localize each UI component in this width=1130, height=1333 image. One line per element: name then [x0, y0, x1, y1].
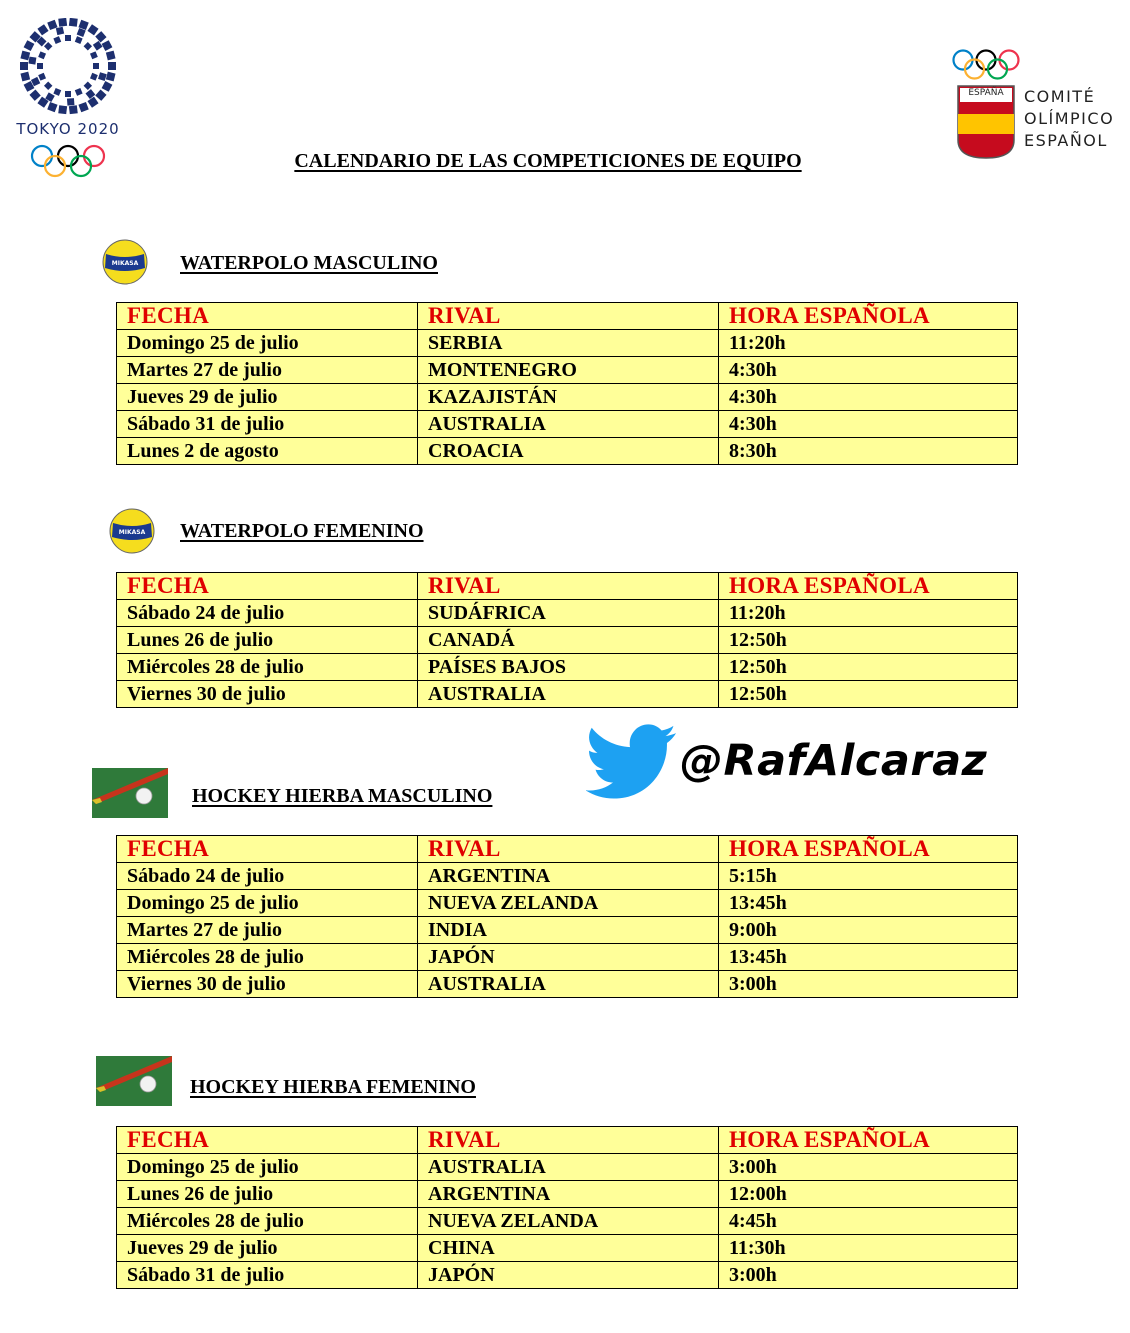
- time-cell: 11:20h: [719, 330, 1018, 357]
- twitter-bird-icon: [586, 724, 678, 800]
- rival-cell: ARGENTINA: [418, 1181, 719, 1208]
- header-time: HORA ESPAÑOLA: [719, 1127, 1018, 1154]
- date-cell: Domingo 25 de julio: [117, 330, 418, 357]
- time-cell: 13:45h: [719, 944, 1018, 971]
- time-cell: 9:00h: [719, 917, 1018, 944]
- time-cell: 3:00h: [719, 1262, 1018, 1289]
- rival-cell: ARGENTINA: [418, 863, 719, 890]
- table-row: [117, 654, 1018, 681]
- section-icon-3: [92, 768, 168, 823]
- table-row: [117, 330, 1018, 357]
- date-cell: Miércoles 28 de julio: [117, 944, 418, 971]
- time-cell: 5:15h: [719, 863, 1018, 890]
- rival-cell: CROACIA: [418, 438, 719, 465]
- rival-cell: CANADÁ: [418, 627, 719, 654]
- header-time: HORA ESPAÑOLA: [719, 303, 1018, 330]
- time-cell: 12:50h: [719, 681, 1018, 708]
- header-date: FECHA: [117, 1127, 418, 1154]
- rival-cell: SERBIA: [418, 330, 719, 357]
- header-rival: RIVAL: [418, 573, 719, 600]
- date-cell: Jueves 29 de julio: [117, 384, 418, 411]
- time-cell: 4:30h: [719, 384, 1018, 411]
- time-cell: 11:30h: [719, 1235, 1018, 1262]
- time-cell: 12:50h: [719, 654, 1018, 681]
- date-cell: Sábado 31 de julio: [117, 411, 418, 438]
- date-cell: Viernes 30 de julio: [117, 681, 418, 708]
- schedule-table-3: [116, 835, 1018, 998]
- time-cell: 3:00h: [719, 971, 1018, 998]
- section-icon-2: [108, 507, 156, 560]
- rival-cell: MONTENEGRO: [418, 357, 719, 384]
- date-cell: Viernes 30 de julio: [117, 971, 418, 998]
- tokyo-text: TOKYO 2020: [16, 120, 120, 138]
- header-rival: RIVAL: [418, 303, 719, 330]
- section-title-3: HOCKEY HIERBA MASCULINO: [192, 785, 493, 807]
- rival-cell: JAPÓN: [418, 944, 719, 971]
- olympic-rings-icon: [952, 48, 1020, 82]
- date-cell: Miércoles 28 de julio: [117, 654, 418, 681]
- time-cell: 11:20h: [719, 600, 1018, 627]
- header-date: FECHA: [117, 303, 418, 330]
- table-row: [117, 1235, 1018, 1262]
- date-cell: Domingo 25 de julio: [117, 1154, 418, 1181]
- coe-line-3: ESPAÑOL: [1024, 131, 1108, 150]
- rival-cell: KAZAJISTÁN: [418, 384, 719, 411]
- table-row: [117, 681, 1018, 708]
- table-row: [117, 1262, 1018, 1289]
- date-cell: Miércoles 28 de julio: [117, 1208, 418, 1235]
- table-row: [117, 1208, 1018, 1235]
- rival-cell: CHINA: [418, 1235, 719, 1262]
- shield-label: ESPAÑA: [968, 88, 1004, 98]
- coe-line-1: COMITÉ: [1024, 87, 1096, 106]
- date-cell: Martes 27 de julio: [117, 917, 418, 944]
- header-time: HORA ESPAÑOLA: [719, 836, 1018, 863]
- table-header-row: [117, 573, 1018, 600]
- section-title-1: WATERPOLO MASCULINO: [180, 252, 438, 274]
- date-cell: Domingo 25 de julio: [117, 890, 418, 917]
- rival-cell: AUSTRALIA: [418, 411, 719, 438]
- table-header-row: [117, 836, 1018, 863]
- rival-cell: NUEVA ZELANDA: [418, 890, 719, 917]
- date-cell: Martes 27 de julio: [117, 357, 418, 384]
- schedule-table-2: [116, 572, 1018, 708]
- hockey-stick-ball-icon: [92, 768, 168, 818]
- date-cell: Sábado 24 de julio: [117, 600, 418, 627]
- time-cell: 4:30h: [719, 357, 1018, 384]
- time-cell: 8:30h: [719, 438, 1018, 465]
- time-cell: 12:00h: [719, 1181, 1018, 1208]
- schedule-table-1: [116, 302, 1018, 465]
- table-row: [117, 438, 1018, 465]
- table-header-row: [117, 1127, 1018, 1154]
- time-cell: 12:50h: [719, 627, 1018, 654]
- twitter-handle: @RafAlcaraz: [680, 736, 988, 786]
- table-row: [117, 917, 1018, 944]
- section-icon-1: [101, 238, 149, 291]
- table-row: [117, 411, 1018, 438]
- rival-cell: PAÍSES BAJOS: [418, 654, 719, 681]
- ball-brand: MIKASA: [111, 260, 139, 267]
- table-row: [117, 357, 1018, 384]
- date-cell: Sábado 31 de julio: [117, 1262, 418, 1289]
- twitter-icon: [586, 724, 678, 805]
- rival-cell: SUDÁFRICA: [418, 600, 719, 627]
- tokyo-emblem-icon: [14, 18, 122, 118]
- header-time: HORA ESPAÑOLA: [719, 573, 1018, 600]
- header-rival: RIVAL: [418, 1127, 719, 1154]
- table-row: [117, 971, 1018, 998]
- date-cell: Lunes 26 de julio: [117, 627, 418, 654]
- table-row: [117, 600, 1018, 627]
- table-row: [117, 627, 1018, 654]
- section-icon-4: [96, 1056, 172, 1111]
- schedule-table-4: [116, 1126, 1018, 1289]
- date-cell: Lunes 2 de agosto: [117, 438, 418, 465]
- rival-cell: AUSTRALIA: [418, 971, 719, 998]
- header-rival: RIVAL: [418, 836, 719, 863]
- rival-cell: AUSTRALIA: [418, 1154, 719, 1181]
- table-row: [117, 863, 1018, 890]
- table-row: [117, 1181, 1018, 1208]
- water-polo-ball-icon: [108, 507, 156, 555]
- header-date: FECHA: [117, 836, 418, 863]
- time-cell: 3:00h: [719, 1154, 1018, 1181]
- table-row: [117, 1154, 1018, 1181]
- time-cell: 4:30h: [719, 411, 1018, 438]
- table-row: [117, 944, 1018, 971]
- date-cell: Lunes 26 de julio: [117, 1181, 418, 1208]
- header-date: FECHA: [117, 573, 418, 600]
- table-row: [117, 890, 1018, 917]
- rival-cell: INDIA: [418, 917, 719, 944]
- section-title-2: WATERPOLO FEMENINO: [180, 520, 424, 542]
- section-title-4: HOCKEY HIERBA FEMENINO: [190, 1076, 476, 1098]
- table-row: [117, 384, 1018, 411]
- coe-line-2: OLÍMPICO: [1024, 109, 1115, 128]
- hockey-stick-ball-icon: [96, 1056, 172, 1106]
- date-cell: Jueves 29 de julio: [117, 1235, 418, 1262]
- time-cell: 13:45h: [719, 890, 1018, 917]
- time-cell: 4:45h: [719, 1208, 1018, 1235]
- coe-logo: [950, 48, 1125, 163]
- date-cell: Sábado 24 de julio: [117, 863, 418, 890]
- rival-cell: NUEVA ZELANDA: [418, 1208, 719, 1235]
- page-title: CALENDARIO DE LAS COMPETICIONES DE EQUIPO: [294, 150, 802, 172]
- rival-cell: AUSTRALIA: [418, 681, 719, 708]
- ball-brand: MIKASA: [118, 529, 146, 536]
- rival-cell: JAPÓN: [418, 1262, 719, 1289]
- table-header-row: [117, 303, 1018, 330]
- water-polo-ball-icon: [101, 238, 149, 286]
